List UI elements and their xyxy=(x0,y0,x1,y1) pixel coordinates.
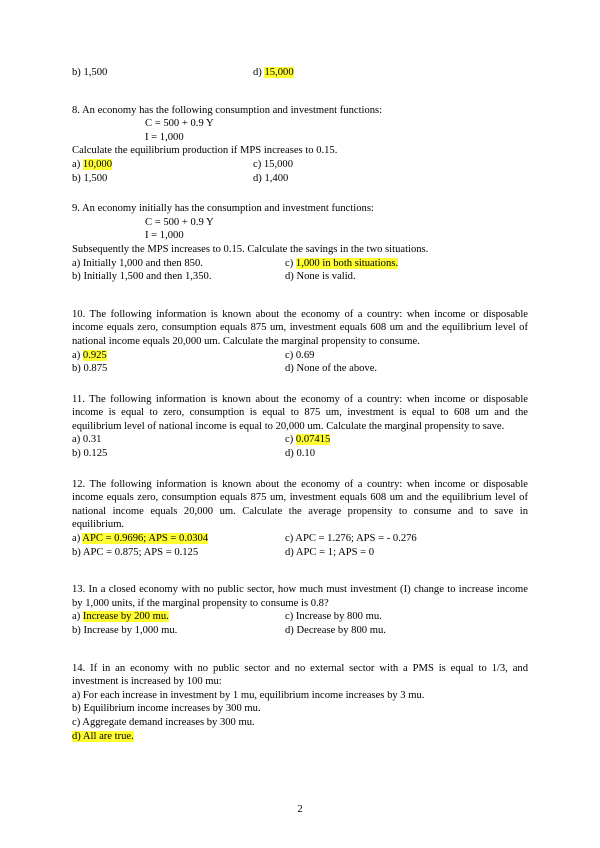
options-row-1 xyxy=(72,349,528,363)
option-b: b) 0.875 xyxy=(72,363,108,375)
equation-investment: I = 1,000 xyxy=(145,230,184,242)
option-c: c) 15,000 xyxy=(253,158,294,170)
question-text: 10. The following information is known about the economy of a country: when income or disposable income equals zero, consumption equals 875 um, investment equals 608 um and the equilibrium level of national income equals 20,000 um. Calculate the marginal propensity to consume. xyxy=(72,308,528,347)
question-11 xyxy=(72,393,528,461)
question-14 xyxy=(72,662,528,744)
answer-highlight: 15,000 xyxy=(264,67,294,78)
option-d: d) APC = 1; APS = 0 xyxy=(285,546,375,558)
answer-highlight: 10,000 xyxy=(82,158,113,170)
page-number: 2 xyxy=(297,804,303,815)
equation-consumption: C = 500 + 0.9 Y xyxy=(145,118,214,130)
question-stem: 8. An economy has the following consumption and investment functions: xyxy=(72,104,383,116)
option-a: a) Initially 1,000 and then 850. xyxy=(72,257,203,269)
question-text: 11. The following information is known about the economy of a country: when income or disposable income is equal to zero, consumption is equal to 875 um, investment is equal to 608 um and the equilibrium level of national income is equal to 20,000 um. Calculate the marginal propensity to save. xyxy=(72,393,528,432)
answer-highlight: Increase by 200 mu. xyxy=(82,611,169,623)
option-a: a) For each increase in investment by 1 mu, equilibrium income increases by 3 mu. xyxy=(72,689,425,701)
answer-highlight: APC = 0.9696; APS = 0.0304 xyxy=(82,533,209,545)
option-d: d) Decrease by 800 mu. xyxy=(285,625,386,636)
options-row-1 xyxy=(72,433,528,447)
question-10 xyxy=(72,308,528,376)
option-b: b) 1,500 xyxy=(72,172,108,184)
option-c: c) APC = 1.276; APS = - 0.276 xyxy=(285,533,417,545)
option-c: c) 0.69 xyxy=(285,349,315,361)
option-a: a) 0.925 xyxy=(72,349,107,361)
options-row-2 xyxy=(72,270,528,284)
question-prompt: Subsequently the MPS increases to 0.15. Calculate the savings in the two situations. xyxy=(72,243,429,255)
question-text: 13. In a closed economy with no public sector, how much must investment (I) change to increase income by 1,000 units, if the marginal propensity to consume is 0.8? xyxy=(72,584,528,609)
option-d: d) None is valid. xyxy=(285,271,356,283)
option-b: b) APC = 0.875; APS = 0.125 xyxy=(72,546,199,558)
options-row-1 xyxy=(72,158,528,172)
option-a: a) APC = 0.9696; APS = 0.0304 xyxy=(72,533,209,545)
equation-investment: I = 1,000 xyxy=(145,131,184,143)
equation-consumption: C = 500 + 0.9 Y xyxy=(145,216,214,228)
option-b: b) Increase by 1,000 mu. xyxy=(72,625,178,636)
options-row-2 xyxy=(72,172,528,186)
option-d: d) 0.10 xyxy=(285,448,316,460)
option-a: a) 0.31 xyxy=(72,434,102,446)
options-row-2 xyxy=(72,546,528,560)
question-8 xyxy=(72,104,528,186)
option-b: b) Equilibrium income increases by 300 mu. xyxy=(72,703,261,715)
option-d: d) None of the above. xyxy=(285,363,378,375)
options-row-2 xyxy=(72,447,528,461)
option-d: d) 15,000 xyxy=(253,67,294,78)
option-b: b) 1,500 xyxy=(72,67,108,78)
options-row-1 xyxy=(72,610,528,624)
options-row-2 xyxy=(72,362,528,376)
option-d: d) 1,400 xyxy=(253,172,289,184)
carryover-options-row xyxy=(72,66,528,80)
options-row-1 xyxy=(72,532,528,546)
answer-highlight: 1,000 in both situations. xyxy=(295,257,399,269)
document-page xyxy=(72,66,528,743)
question-12 xyxy=(72,478,528,560)
option-d xyxy=(72,730,528,744)
option-c: c) Increase by 800 mu. xyxy=(285,611,382,623)
options-row-1 xyxy=(72,257,528,271)
question-text: 14. If in an economy with no public sector and no external sector with a PMS is equal to 1/3, and investment is increased by 100 mu: xyxy=(72,662,528,688)
question-13 xyxy=(72,583,528,637)
question-9 xyxy=(72,202,528,284)
option-c: c) Aggregate demand increases by 300 mu. xyxy=(72,716,255,728)
answer-highlight: d) All are true. xyxy=(72,730,134,742)
option-c: c) 0.07415 xyxy=(285,434,331,446)
question-stem: 9. An economy initially has the consumption and investment functions: xyxy=(72,203,374,215)
option-b: b) 0.125 xyxy=(72,448,108,460)
option-a: a) 10,000 xyxy=(72,158,113,170)
option-a: a) Increase by 200 mu. xyxy=(72,611,169,623)
option-c: c) 1,000 in both situations. xyxy=(285,257,399,269)
question-text: 12. The following information is known about the economy of a country: when income or disposable income equals zero, consumption equals 875 um, investment equals 608 um and the equilibrium level of national income equals 20,000 um. Calculate the average propensity to consume and to save in equilibrium. xyxy=(72,478,528,531)
answer-highlight: 0.925 xyxy=(82,349,107,361)
question-prompt: Calculate the equilibrium production if MPS increases to 0.15. xyxy=(72,145,338,157)
answer-highlight: 0.07415 xyxy=(295,434,331,446)
option-b: b) Initially 1,500 and then 1,350. xyxy=(72,271,212,283)
options-row-2 xyxy=(72,624,528,638)
